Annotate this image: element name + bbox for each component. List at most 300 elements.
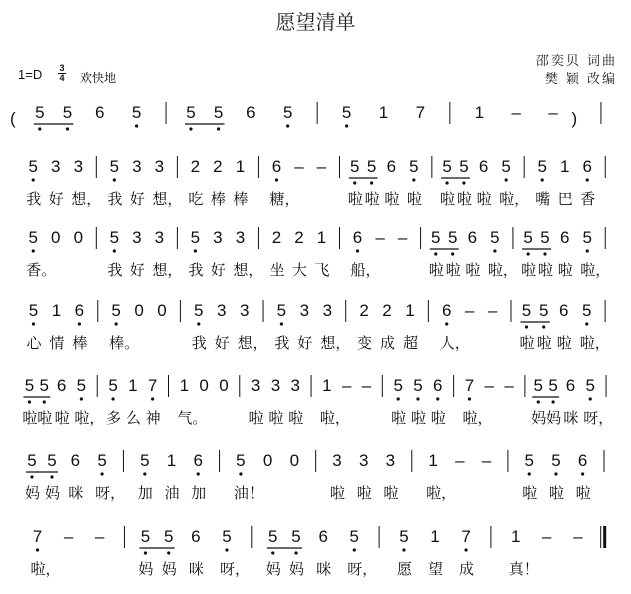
tempo-marking: 欢快地 <box>80 71 117 85</box>
lyric-syllable: 我 <box>191 334 207 352</box>
note: 5 <box>523 228 533 247</box>
note: 0 <box>134 301 144 320</box>
note: 3 <box>299 301 310 320</box>
credit-lyrics-music: 邵奕贝 词曲 <box>535 54 617 69</box>
note: 1 <box>511 527 521 546</box>
lyric-syllable: 啦 <box>575 484 591 502</box>
lyric-syllable: 啦 <box>557 261 573 279</box>
note: 6 <box>246 103 256 122</box>
note: 0 <box>157 301 167 320</box>
note: 3 <box>250 376 261 395</box>
note: 2 <box>382 301 392 320</box>
note: 7 <box>464 376 475 395</box>
note: 5 <box>28 228 38 247</box>
note: 1 <box>559 157 570 176</box>
note: 6 <box>559 228 570 247</box>
lyric-syllable: 气。 <box>177 409 208 427</box>
lyric-syllable: 啦 <box>288 409 304 427</box>
note: 6 <box>74 301 85 320</box>
lyric-syllable: 棒 <box>233 190 249 208</box>
lyric-syllable: 啦 <box>522 484 538 502</box>
note: 3 <box>213 228 223 247</box>
note: 2 <box>294 228 304 247</box>
note: 5 <box>276 301 287 320</box>
octave-dot <box>135 124 138 127</box>
note: 6 <box>441 301 452 320</box>
note: 5 <box>27 451 37 470</box>
note: 5 <box>190 228 201 247</box>
lyric-syllable: 啦 <box>383 484 399 502</box>
lyric-syllable: 啦， <box>580 261 611 279</box>
meter-bottom: 4 <box>59 73 65 83</box>
lyric-syllable: 超 <box>402 334 418 352</box>
lyric-syllable: 油 <box>164 484 180 502</box>
note: 5 <box>28 157 38 176</box>
note: 5 <box>213 103 224 122</box>
note: 7 <box>147 376 158 395</box>
octave-dot <box>197 472 200 475</box>
lyric-syllable: 啦 <box>37 409 53 427</box>
octave-dot <box>345 124 348 127</box>
lyric-syllable: 啦， <box>579 334 610 352</box>
lyric-syllable: 飞 <box>314 261 330 279</box>
lyric-syllable: 想， <box>152 190 183 208</box>
octave-dot <box>294 551 297 554</box>
note: 1 <box>166 451 177 470</box>
note: 7 <box>32 527 43 546</box>
lyric-syllable: 好 <box>48 190 64 208</box>
lyric-syllable: 啦 <box>428 261 444 279</box>
octave-dot <box>271 551 274 554</box>
lyric-syllable: 啦 <box>476 190 492 208</box>
lyric-syllable: 啦 <box>536 334 552 352</box>
lyric-syllable: 啦 <box>248 409 264 427</box>
note: – <box>397 228 408 247</box>
note: 5 <box>366 157 377 176</box>
note: 5 <box>524 451 534 470</box>
note: 6 <box>271 157 282 176</box>
note: 3 <box>154 228 165 247</box>
note: 6 <box>433 376 443 395</box>
octave-dot <box>78 322 81 325</box>
note: 5 <box>409 157 419 176</box>
note: 0 <box>199 376 209 395</box>
note: 6 <box>467 228 478 247</box>
octave-dot <box>464 548 467 551</box>
note: 0 <box>219 376 229 395</box>
note: – <box>375 228 385 247</box>
note: 6 <box>94 103 105 122</box>
octave-dot <box>551 400 554 403</box>
note: 3 <box>154 157 165 176</box>
note: 7 <box>461 527 471 546</box>
lyric-syllable: 情 <box>49 334 65 352</box>
note: 5 <box>282 103 293 122</box>
octave-dot <box>493 249 496 252</box>
octave-dot <box>589 397 592 400</box>
credit-arranger: 樊 颖 改编 <box>544 72 617 87</box>
octave-dot <box>402 548 405 551</box>
note: 5 <box>186 103 196 122</box>
note: 3 <box>132 157 142 176</box>
note: 5 <box>194 301 204 320</box>
lyric-syllable: 想， <box>71 190 102 208</box>
note: 3 <box>322 301 333 320</box>
note: – <box>316 157 327 176</box>
lyric-syllable: 香。 <box>26 261 57 279</box>
lyric-syllable: 我 <box>188 261 204 279</box>
note: 3 <box>239 301 250 320</box>
note: 5 <box>551 451 561 470</box>
octave-dot <box>286 124 289 127</box>
octave-dot <box>436 397 439 400</box>
lyric-syllable: 妈 <box>138 560 154 578</box>
lyric-syllable: 大 <box>291 261 308 279</box>
octave-dot <box>528 472 531 475</box>
lyric-syllable: 啦 <box>430 409 446 427</box>
note: 3 <box>73 157 84 176</box>
note: 3 <box>132 228 142 247</box>
octave-dot <box>151 397 154 400</box>
note: 5 <box>24 376 35 395</box>
note: 3 <box>51 157 61 176</box>
note: 1 <box>474 103 485 122</box>
lyric-syllable: 啦 <box>268 409 284 427</box>
octave-dot <box>537 400 540 403</box>
octave-dot <box>32 249 35 252</box>
lyric-syllable: 望 <box>428 560 444 578</box>
lyric-syllable: 成 <box>459 560 475 578</box>
note: 5 <box>222 527 232 546</box>
note: – <box>464 301 475 320</box>
octave-dot <box>144 551 147 554</box>
note: 5 <box>533 376 543 395</box>
octave-dot <box>543 252 546 255</box>
note: – <box>455 451 465 470</box>
lyric-syllable: 啦 <box>445 261 461 279</box>
note: 5 <box>108 376 118 395</box>
lyric-syllable: 嘴 <box>535 190 551 208</box>
note: 2 <box>213 157 223 176</box>
note: 6 <box>559 301 569 320</box>
octave-dot <box>111 397 114 400</box>
note: – <box>487 301 498 320</box>
note: 1 <box>128 376 138 395</box>
octave-dot <box>50 475 53 478</box>
note: 5 <box>582 228 592 247</box>
note: 5 <box>109 228 120 247</box>
lyric-syllable: 咪 <box>316 560 332 578</box>
lyric-syllable: 啦， <box>30 560 61 578</box>
octave-dot <box>434 252 437 255</box>
octave-dot <box>462 181 465 184</box>
note: – <box>361 376 372 395</box>
note: 6 <box>70 451 81 470</box>
note: 6 <box>577 451 588 470</box>
octave-dot <box>197 322 200 325</box>
note: 6 <box>193 451 203 470</box>
octave-dot <box>239 472 242 475</box>
octave-dot <box>585 322 588 325</box>
lyric-syllable: 人， <box>439 334 470 352</box>
note: 5 <box>501 157 511 176</box>
lyric-syllable: 好 <box>129 190 145 208</box>
lyric-syllable: 啦 <box>410 409 426 427</box>
octave-dot <box>194 249 197 252</box>
note: 1 <box>179 376 190 395</box>
note: – <box>548 103 558 122</box>
octave-dot <box>541 178 544 181</box>
note: 3 <box>216 301 227 320</box>
octave-dot <box>586 178 589 181</box>
note: 5 <box>521 301 532 320</box>
note: 2 <box>190 157 201 176</box>
lyric-syllable: 香 <box>580 190 596 208</box>
lyric-syllable: 么 <box>125 409 141 427</box>
octave-dot <box>32 322 35 325</box>
meter-top: 3 <box>59 63 65 73</box>
lyric-syllable: 神 <box>145 409 161 427</box>
lyric-syllable: 啦 <box>406 190 422 208</box>
lyric-syllable: 啦 <box>521 261 537 279</box>
note: 3 <box>358 451 369 470</box>
lyric-syllable: 妈 <box>546 409 562 427</box>
octave-dot <box>353 548 356 551</box>
note: 2 <box>271 228 282 247</box>
note: 5 <box>268 527 278 546</box>
octave-dot <box>280 322 283 325</box>
lyric-syllable: 咪 <box>68 484 84 502</box>
note: 5 <box>413 376 423 395</box>
note: 5 <box>109 157 120 176</box>
octave-dot <box>66 127 69 130</box>
lyric-syllable: 成 <box>380 334 396 352</box>
lyric-syllable: 呀， <box>219 560 250 578</box>
octave-dot <box>143 472 146 475</box>
repeat-bracket-open: ( <box>10 109 16 128</box>
lyric-syllable: 啦 <box>356 484 372 502</box>
octave-dot <box>356 249 359 252</box>
lyric-syllable: 愿 <box>396 560 412 578</box>
note: 3 <box>290 376 300 395</box>
note: 6 <box>56 376 67 395</box>
note: 1 <box>428 451 438 470</box>
octave-dot <box>217 127 220 130</box>
lyric-syllable: 啦 <box>22 409 38 427</box>
note: 5 <box>585 376 595 395</box>
note: 6 <box>191 527 201 546</box>
lyric-syllable: 心 <box>26 334 42 352</box>
octave-dot <box>586 249 589 252</box>
lyric-syllable: 想， <box>233 261 264 279</box>
note: 5 <box>349 527 359 546</box>
lyric-syllable: 船， <box>350 261 381 279</box>
note: 5 <box>131 103 142 122</box>
note: 3 <box>270 376 281 395</box>
octave-dot <box>445 322 448 325</box>
note: 5 <box>28 301 39 320</box>
note: – <box>341 376 352 395</box>
octave-dot <box>451 252 454 255</box>
note: 6 <box>386 157 397 176</box>
note: 5 <box>442 157 452 176</box>
octave-dot <box>38 127 41 130</box>
lyric-syllable: 坐 <box>269 261 285 279</box>
octave-dot <box>581 472 584 475</box>
lyric-syllable: 棒 <box>72 334 88 352</box>
note: 3 <box>235 228 246 247</box>
lyric-syllable: 妈 <box>161 560 177 578</box>
lyric-syllable: 多 <box>106 409 122 427</box>
lyric-syllable: 吃 <box>188 190 204 208</box>
note: – <box>294 157 304 176</box>
lyric-syllable: 变 <box>357 334 373 352</box>
lyric-syllable: 巴 <box>557 190 573 208</box>
octave-dot <box>275 178 278 181</box>
note: 7 <box>415 103 426 122</box>
lyric-syllable: 加 <box>137 484 153 502</box>
note: 5 <box>62 103 73 122</box>
note: 5 <box>341 103 352 122</box>
note: 5 <box>140 451 150 470</box>
note: 1 <box>378 103 389 122</box>
octave-dot <box>32 178 35 181</box>
note: 0 <box>289 451 300 470</box>
note: 3 <box>385 451 396 470</box>
octave-dot <box>113 178 116 181</box>
lyric-syllable: 啦 <box>538 261 554 279</box>
note: 1 <box>316 228 327 247</box>
note: 5 <box>39 376 50 395</box>
lyric-syllable: 我 <box>107 261 123 279</box>
octave-dot <box>416 397 419 400</box>
note: – <box>94 527 105 546</box>
lyric-syllable: 妈 <box>265 560 281 578</box>
note: 1 <box>430 527 440 546</box>
lyric-syllable: 啦 <box>347 190 363 208</box>
lyric-syllable: 啦 <box>456 190 472 208</box>
lyric-syllable: 我 <box>26 190 42 208</box>
lyric-syllable: 妈 <box>289 560 305 578</box>
octave-dot <box>167 551 170 554</box>
note: 6 <box>352 228 363 247</box>
octave-dot <box>30 475 33 478</box>
note: 1 <box>405 301 415 320</box>
lyric-syllable: 啦， <box>319 409 350 427</box>
octave-dot <box>36 548 39 551</box>
octave-dot <box>113 249 116 252</box>
lyric-syllable: 啦 <box>391 409 407 427</box>
note: – <box>504 376 514 395</box>
lyric-syllable: 棒 <box>210 190 226 208</box>
lyric-syllable: 真！ <box>508 560 539 578</box>
lyric-syllable: 啦， <box>462 409 493 427</box>
octave-dot <box>445 181 448 184</box>
octave-dot <box>225 548 228 551</box>
lyric-syllable: 啦 <box>364 190 380 208</box>
note: 3 <box>332 451 342 470</box>
lyric-syllable: 咪 <box>188 560 204 578</box>
note: – <box>484 376 494 395</box>
lyric-syllable: 啦 <box>548 484 564 502</box>
lyric-syllable: 妈 <box>45 484 61 502</box>
lyric-syllable: 啦 <box>384 190 400 208</box>
song-title: 愿望清单 <box>275 10 356 34</box>
note: 6 <box>318 527 328 546</box>
note: 6 <box>582 157 592 176</box>
note: 5 <box>399 527 409 546</box>
note: – <box>542 527 552 546</box>
lyric-syllable: 啦 <box>556 334 572 352</box>
octave-dot <box>397 397 400 400</box>
note: 5 <box>97 451 107 470</box>
note: 5 <box>291 527 301 546</box>
note: 2 <box>359 301 369 320</box>
octave-dot <box>527 252 530 255</box>
note: 5 <box>431 228 441 247</box>
note: 5 <box>47 451 57 470</box>
note: 0 <box>51 228 61 247</box>
octave-dot <box>525 325 528 328</box>
note: 5 <box>163 527 174 546</box>
lyric-syllable: 啦 <box>465 261 481 279</box>
lyric-syllable: 妈 <box>25 484 41 502</box>
octave-dot <box>468 397 471 400</box>
note: 5 <box>582 301 592 320</box>
note: – <box>63 527 74 546</box>
octave-dot <box>100 472 103 475</box>
octave-dot <box>505 178 508 181</box>
note: 5 <box>490 228 500 247</box>
lyric-syllable: 啦 <box>330 484 346 502</box>
lyric-syllable: 好 <box>129 261 145 279</box>
lyric-syllable: 咪 <box>563 409 579 427</box>
note: 5 <box>393 376 403 395</box>
note: 5 <box>140 527 151 546</box>
lyric-syllable: 我 <box>107 190 123 208</box>
lyric-syllable: 妈 <box>531 409 547 427</box>
note: 6 <box>565 376 576 395</box>
lyric-syllable: 啦， <box>74 409 105 427</box>
lyric-syllable: 好 <box>214 334 230 352</box>
note: 5 <box>236 451 246 470</box>
note: – <box>511 103 521 122</box>
note: – <box>573 527 583 546</box>
note: 5 <box>447 228 458 247</box>
lyric-syllable: 好 <box>297 334 313 352</box>
note: 5 <box>538 301 549 320</box>
lyric-syllable: 油！ <box>233 484 264 502</box>
octave-dot <box>115 322 118 325</box>
octave-dot <box>370 181 373 184</box>
lyric-syllable: 我 <box>274 334 290 352</box>
octave-dot <box>80 397 83 400</box>
octave-dot <box>28 400 31 403</box>
note: 1 <box>51 301 62 320</box>
lyric-syllable: 棒。 <box>109 334 140 352</box>
octave-dot <box>189 127 192 130</box>
note: 0 <box>262 451 273 470</box>
repeat-bracket-close: ) <box>571 109 578 128</box>
lyric-syllable: 呀， <box>583 409 614 427</box>
octave-dot <box>412 178 415 181</box>
note: 1 <box>235 157 246 176</box>
lyric-syllable: 啦 <box>54 409 70 427</box>
lyric-syllable: 想， <box>320 334 351 352</box>
octave-dot <box>353 181 356 184</box>
lyric-syllable: 啦 <box>440 190 456 208</box>
note: 5 <box>76 376 87 395</box>
